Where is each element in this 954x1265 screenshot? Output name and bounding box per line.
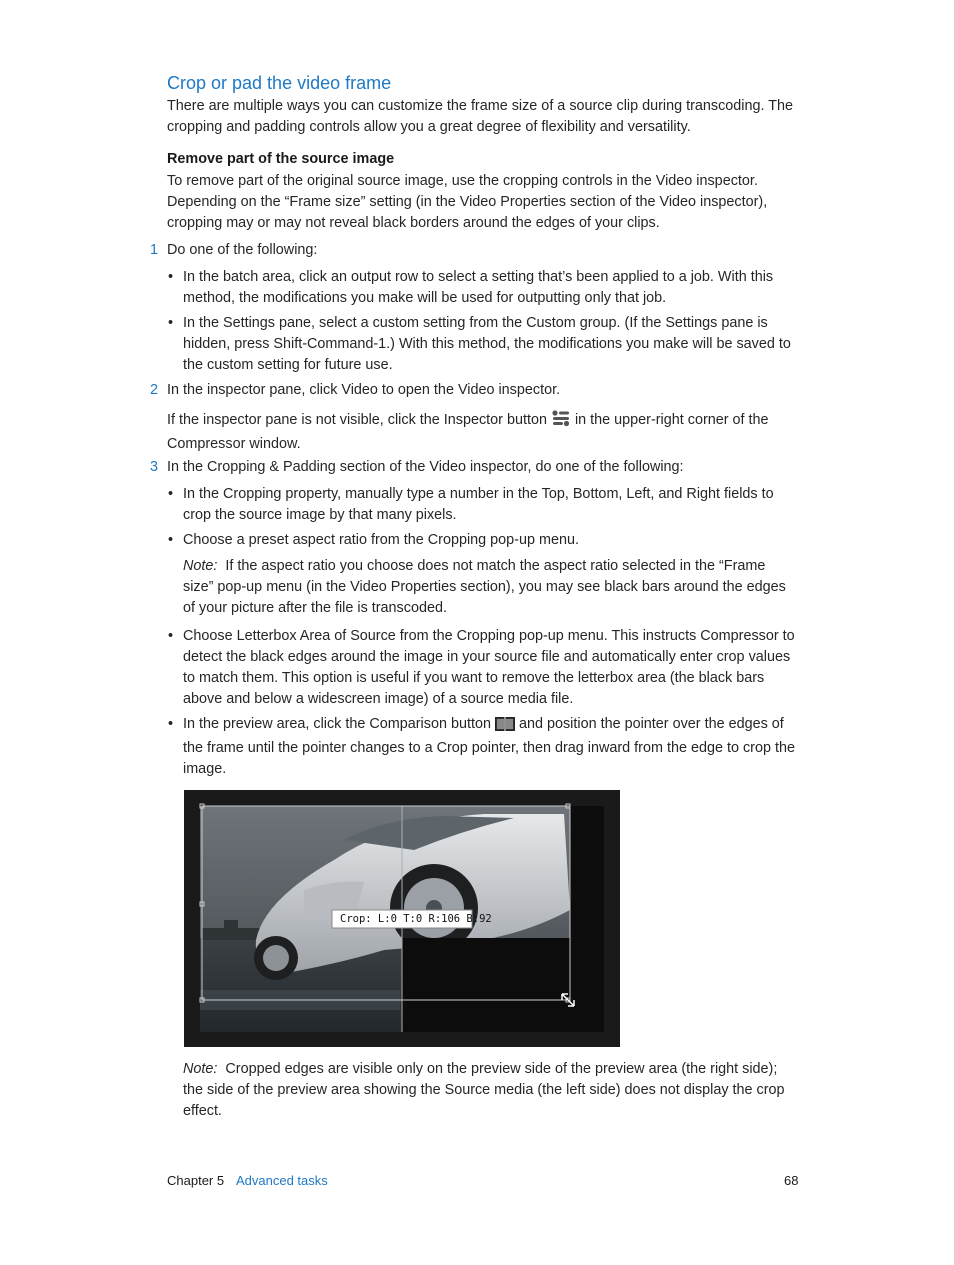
- list-item: Choose a preset aspect ratio from the Cropping pop-up menu.: [183, 532, 579, 548]
- step-text: In the inspector pane, click Video to open the Video inspector.: [167, 382, 561, 398]
- footer-chapter: Chapter 5: [167, 1173, 225, 1188]
- bullet-icon: •: [168, 269, 174, 285]
- followup-text-end: in the upper-right corner of the Compressor window.: [167, 412, 769, 452]
- subsection-intro: To remove part of the original source image, use the cropping controls in the Video inspector. Depending on the “Frame size” setting (in the Video Properties section of the Video inspector), cropping may or may not reveal black borders around the edges of your clips.: [167, 173, 768, 231]
- step-number: 3: [150, 459, 159, 475]
- step-number: 1: [150, 242, 159, 258]
- note-text: Cropped edges are visible only on the preview side of the preview area (the right side); the side of the preview area showing the Source media (the left side) does not display the crop effect.: [183, 1061, 785, 1119]
- crop-values-label: Crop: L:0 T:0 R:106 B:92: [340, 913, 492, 925]
- list-item: [183, 714, 795, 780]
- subsection-heading: Remove part of the source image: [167, 151, 395, 167]
- note-label: Note:: [183, 558, 218, 574]
- list-item: In the Settings pane, select a custom setting from the Custom group. (If the Settings pane is hidden, press Shift-Command-1.) With this method, the modifications you make will be saved to the custom setting for future use.: [183, 315, 791, 373]
- list-item: In the batch area, click an output row to select a setting that’s been applied to a job. With this method, the modifications you make will be used for outputting only that job.: [183, 269, 774, 306]
- step-text: Do one of the following:: [167, 242, 318, 258]
- footer-chapter-link[interactable]: Advanced tasks: [236, 1173, 328, 1188]
- section-title: Crop or pad the video frame: [167, 73, 392, 93]
- bullet-icon: •: [168, 315, 174, 331]
- section-intro: There are multiple ways you can customize the frame size of a source clip during transcoding. The cropping and padding controls allow you a great degree of flexibility and versatility.: [167, 98, 794, 135]
- note-label: Note:: [183, 1061, 218, 1077]
- bullet-icon: •: [168, 716, 174, 732]
- comparison-button-icon: [495, 717, 515, 738]
- note-text: If the aspect ratio you choose does not match the aspect ratio selected in the “Frame size” pop-up menu (in the Video Properties section), you may see black bars around the edges of your picture after the file is transcoded.: [183, 558, 786, 616]
- note-paragraph: [183, 556, 795, 619]
- list-item-text-start: In the preview area, click the Comparison button: [183, 716, 491, 732]
- followup-text-start: If the inspector pane is not visible, click the Inspector button: [167, 412, 547, 428]
- bullet-icon: •: [168, 486, 174, 502]
- list-item: Choose Letterbox Area of Source from the Cropping pop-up menu. This instructs Compressor to detect the black edges around the image in your source file and automatically enter crop values to match them. This option is useful if you want to remove the letterbox area (the black bars above and below a widescreen image) of a source media file.: [183, 628, 795, 707]
- bullet-icon: •: [168, 532, 174, 548]
- bullet-icon: •: [168, 628, 174, 644]
- list-item-text-end: and position the pointer over the edges of the frame until the pointer changes to a Crop pointer, then drag inward from the edge to crop the image.: [183, 716, 795, 777]
- page-number: 68: [784, 1173, 799, 1188]
- list-item: In the Cropping property, manually type a number in the Top, Bottom, Left, and Right fields to crop the source image by that many pixels.: [183, 486, 774, 523]
- preview-area-screenshot: [184, 790, 620, 1047]
- step-followup: [167, 409, 795, 455]
- inspector-button-icon: [551, 409, 571, 434]
- note-paragraph: [183, 1059, 795, 1122]
- step-number: 2: [150, 382, 159, 398]
- step-text: In the Cropping & Padding section of the Video inspector, do one of the following:: [167, 459, 684, 475]
